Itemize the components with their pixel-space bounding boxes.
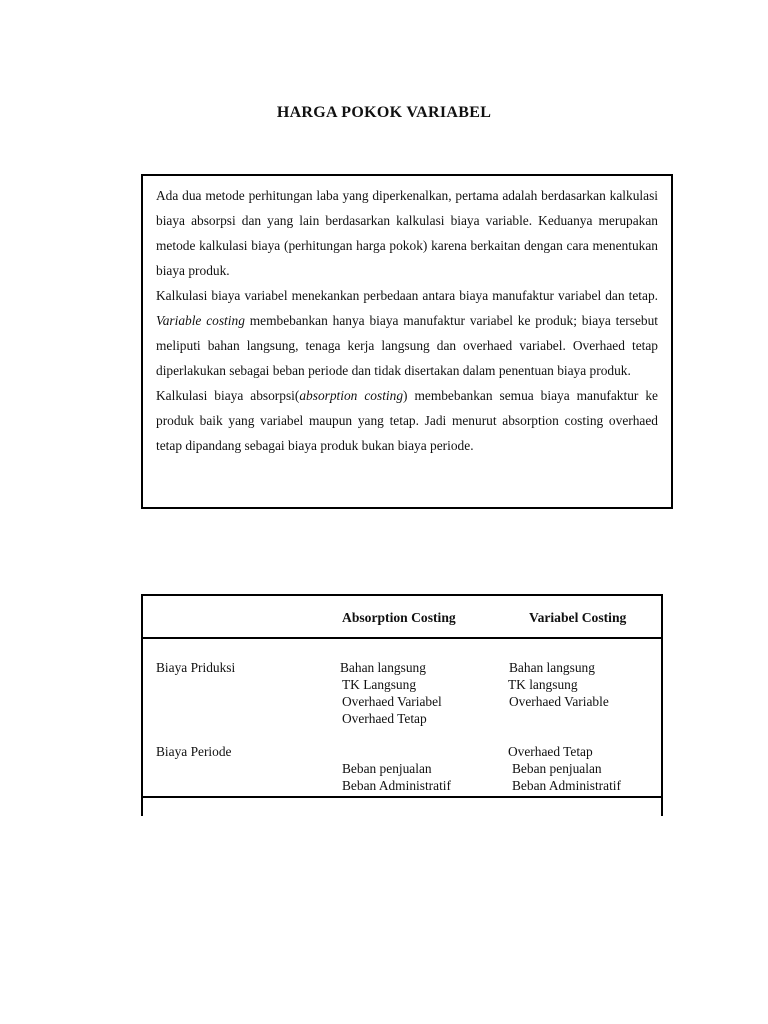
page-title: HARGA POKOK VARIABEL [276, 104, 492, 121]
variabel-periode-item: Beban penjualan [512, 761, 602, 776]
variabel-produksi-item: Bahan langsung [509, 660, 595, 675]
paragraph-2-text-c: membebankan hanya biaya manufaktur variabel ke produk; biaya tersebut meliputi bahan langsung, tenaga kerja langsung dan overhaed variabel. Overhaed tetap diperlakukan sebagai beban periode dan tidak disertakan dalam penentuan biaya produk. [156, 313, 658, 378]
paragraph-2-emphasis: Variable costing [156, 313, 245, 328]
variabel-produksi-item: TK langsung [508, 677, 578, 692]
variabel-produksi-item: Overhaed Variable [509, 694, 609, 709]
absorption-periode-item: Beban Administratif [342, 778, 451, 793]
paragraph-3-text-c: ) membebankan semua biaya manufaktur ke produk baik yang variabel maupun yang tetap. Jadi menurut absorption costing overhaed tetap dipandang sebagai biaya produk bukan biaya periode. [156, 388, 658, 453]
paragraph-3 [156, 383, 658, 458]
absorption-produksi-item: Overhaed Tetap [342, 711, 427, 726]
absorption-produksi-item: Bahan langsung [340, 660, 426, 675]
paragraph-1: Ada dua metode perhitungan laba yang diperkenalkan, pertama adalah berdasarkan kalkulasi biaya absorpsi dan yang lain berdasarkan kalkulasi biaya variable. Keduanya merupakan metode kalkulasi biaya (perhitungan harga pokok) karena berkaitan dengan cara menentukan biaya produk. [156, 188, 658, 278]
description-box [141, 174, 673, 509]
row-label-biaya-periode: Biaya Periode [156, 744, 232, 759]
header-variabel-costing: Variabel Costing [529, 610, 627, 625]
paragraph-2-text-a: Kalkulasi biaya variabel menekankan perbedaan antara biaya manufaktur variabel dan tetap. [156, 288, 658, 303]
absorption-produksi-item: TK Langsung [342, 677, 417, 692]
variabel-periode-item: Overhaed Tetap [508, 744, 593, 759]
row-label-biaya-produksi: Biaya Priduksi [156, 660, 236, 675]
paragraph-2 [156, 283, 658, 383]
header-absorption-costing: Absorption Costing [342, 610, 456, 625]
absorption-produksi-item: Overhaed Variabel [342, 694, 442, 709]
costing-comparison-table [141, 594, 663, 816]
absorption-periode-item: Beban penjualan [342, 761, 432, 776]
variabel-periode-item: Beban Administratif [512, 778, 621, 793]
paragraph-3-text-a: Kalkulasi biaya absorpsi( [156, 388, 300, 403]
paragraph-3-emphasis: absorption costing [299, 388, 404, 403]
header-divider [143, 637, 661, 639]
footer-divider [143, 796, 661, 798]
